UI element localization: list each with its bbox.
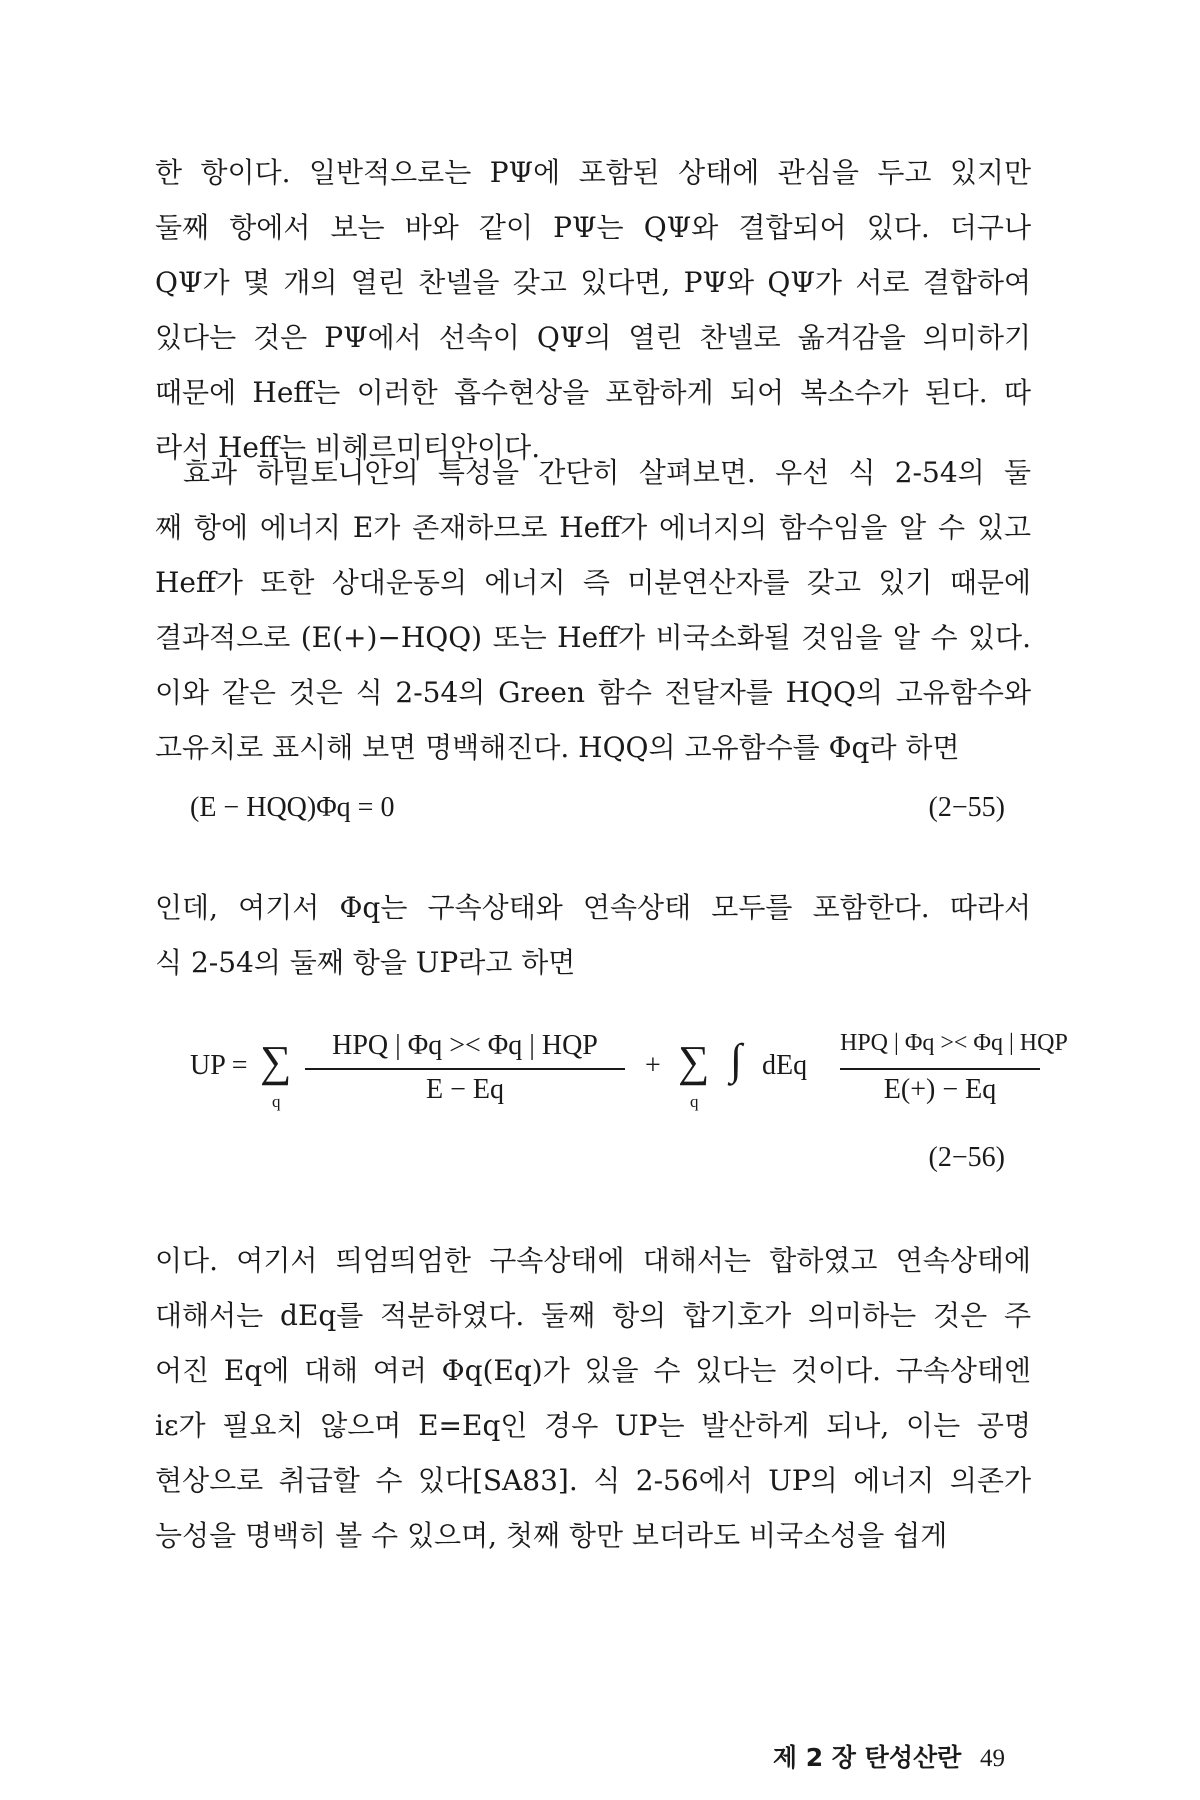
summation-symbol: ∑: [260, 1037, 292, 1086]
text-line: 라서 Heff는 비헤르미티안이다.: [155, 431, 541, 464]
text-line: 째 항에 에너지 E가 존재하므로 Heff가 에너지의 함수임을 알 수 있고: [155, 511, 1031, 544]
fraction-2-denominator: E(+) − Eq: [883, 1074, 997, 1105]
text-line: 인데, 여기서 Φq는 구속상태와 연속상태 모두를 포함한다. 따라서: [155, 891, 1031, 924]
text-line: 대해서는 dEq를 적분하였다. 둘째 항의 합기호가 의미하는 것은 주: [155, 1299, 1031, 1332]
text-line: 이다. 여기서 띄엄띄엄한 구속상태에 대해서는 합하였고 연속상태에: [155, 1244, 1031, 1277]
text-line: 능성을 명백히 볼 수 있으며, 첫째 항만 보더라도 비국소성을 쉽게: [155, 1519, 948, 1552]
fraction-1-numerator: HPQ | Φq >< Φq | HQP: [332, 1030, 598, 1061]
text-line: 둘째 항에서 보는 바와 같이 PΨ는 QΨ와 결합되어 있다. 더구나: [155, 211, 1031, 244]
equation-expression: (E − HQQ)Φq = 0: [190, 792, 395, 823]
equation-2-55: [190, 792, 1005, 824]
fraction-2-numerator: HPQ | Φq >< Φq | HQP: [840, 1030, 1068, 1056]
text-line: 때문에 Heff는 이러한 흡수현상을 포함하게 되어 복소수가 된다. 따: [155, 376, 1031, 409]
paragraph-2: [155, 445, 1031, 775]
text-line: 이와 같은 것은 식 2-54의 Green 함수 전달자를 HQQ의 고유함수와: [155, 676, 1031, 709]
summation-symbol-2: ∑: [678, 1037, 710, 1086]
text-line: 있다는 것은 PΨ에서 선속이 QΨ의 열린 찬넬로 옮겨감을 의미하기: [155, 321, 1031, 354]
summation-index-2: q: [690, 1092, 699, 1111]
text-line: 한 항이다. 일반적으로는 PΨ에 포함된 상태에 관심을 두고 있지만: [155, 156, 1031, 189]
text-line: Heff가 또한 상대운동의 에너지 즉 미분연산자를 갖고 있기 때문에: [155, 566, 1031, 599]
equation-number: (2−56): [928, 1142, 1005, 1173]
integral-symbol: ∫: [730, 1035, 743, 1084]
fraction-1-denominator: E − Eq: [426, 1074, 504, 1105]
paragraph-4: [155, 1233, 1031, 1563]
fraction-2-bar: [840, 1068, 1040, 1070]
summation-index: q: [272, 1092, 281, 1111]
text-line: 결과적으로 (E(+)−HQQ) 또는 Heff가 비국소화될 것임을 알 수 있다.: [155, 621, 1031, 654]
text-line: 식 2-54의 둘째 항을 UP라고 하면: [155, 946, 576, 979]
fraction-1-bar: [305, 1068, 625, 1070]
chapter-title: 제 2 장 탄성산란: [772, 1743, 962, 1772]
differential: dEq: [762, 1050, 808, 1081]
equation-2-56: [190, 1030, 1068, 1180]
page-footer: [700, 1738, 1005, 1774]
equation-number: (2−55): [928, 792, 1005, 823]
text-line: 어진 Eq에 대해 여러 Φq(Eq)가 있을 수 있다는 것이다. 구속상태엔: [155, 1354, 1031, 1387]
plus-sign: +: [645, 1050, 661, 1081]
paragraph-3: [155, 880, 1031, 990]
page-number: 49: [980, 1745, 1005, 1772]
text-line: iε가 필요치 않으며 E=Eq인 경우 UP는 발산하게 되나, 이는 공명: [155, 1409, 1031, 1442]
text-line: 효과 하밀토니안의 특성을 간단히 살펴보면. 우선 식 2-54의 둘: [183, 456, 1031, 489]
equation-lhs: UP =: [190, 1050, 248, 1081]
text-line: 현상으로 취급할 수 있다[SA83]. 식 2-56에서 UP의 에너지 의존가: [155, 1464, 1031, 1497]
paragraph-1: [155, 145, 1031, 475]
text-line: QΨ가 몇 개의 열린 찬넬을 갖고 있다면, PΨ와 QΨ가 서로 결합하여: [155, 266, 1031, 299]
text-line: 고유치로 표시해 보면 명백해진다. HQQ의 고유함수를 Φq라 하면: [155, 731, 960, 764]
